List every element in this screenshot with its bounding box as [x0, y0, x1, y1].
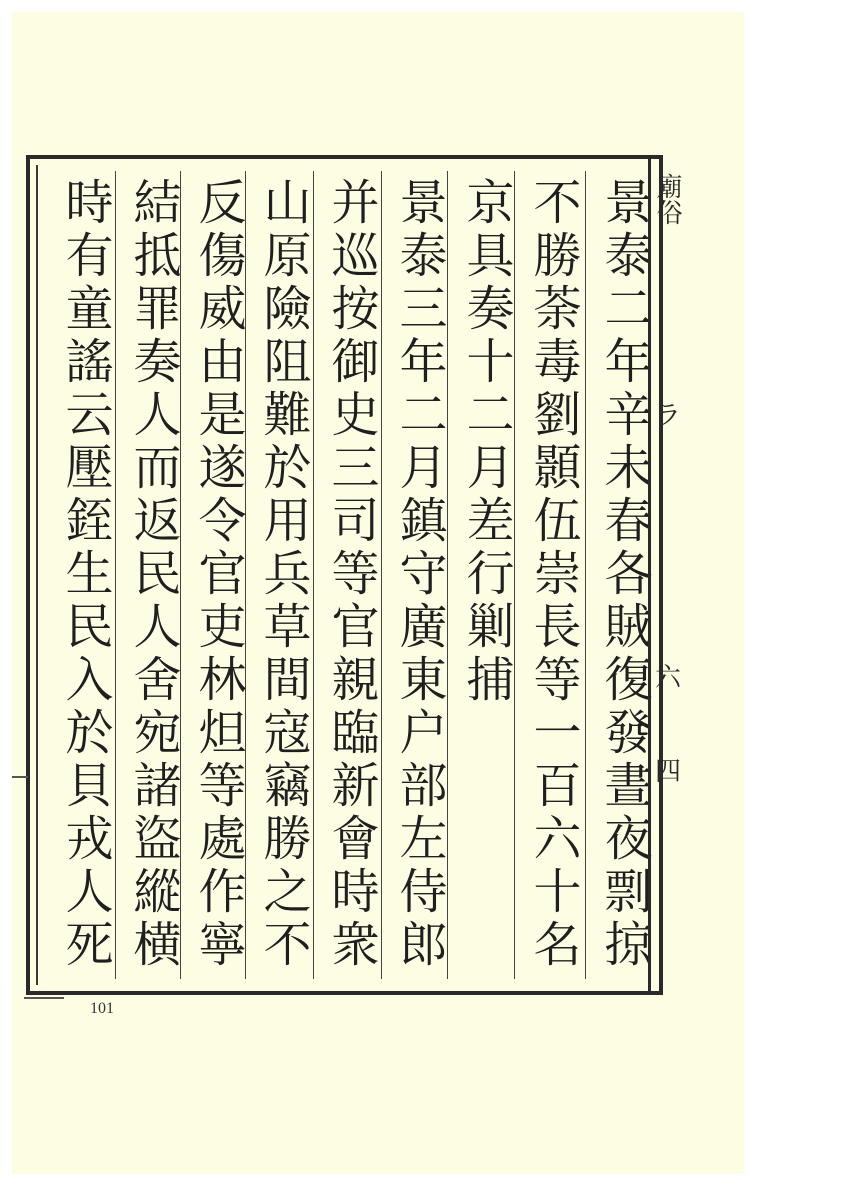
text-column-8: 結抵罪奏人而返民人舍宛諸盜縱横 [125, 177, 181, 972]
column-rule [115, 171, 116, 979]
text-column-6: 山原險阻難於用兵草間寇竊勝之不 [255, 177, 311, 972]
text-column-5: 并巡按御史三司等官親臨新會時衆 [323, 177, 379, 972]
column-rule [514, 171, 515, 979]
column-rule [585, 171, 586, 979]
scan-edge-mark [24, 997, 64, 999]
text-column-3: 京具奏十二月差行剿捕 [458, 177, 514, 707]
column-rule [180, 171, 181, 979]
text-column-1: 景泰二年辛未春各賊復發晝夜剽掠 [596, 177, 652, 972]
column-rule [381, 171, 382, 979]
text-column-7: 反傷威由是遂令官吏林炟等處作寧 [190, 177, 246, 972]
column-rule [313, 171, 314, 979]
column-rule [447, 171, 448, 979]
text-column-2: 不勝荼毒劉顥伍崇長等一百六十名 [525, 177, 581, 972]
margin-mark: 四 [655, 757, 682, 787]
scan-edge-mark [12, 776, 28, 778]
text-column-4: 景泰三年二月鎮守廣東户部左侍郎 [391, 177, 447, 972]
margin-mark: 六 [655, 663, 682, 693]
text-column-9: 時有童謠云壓銍生民入於貝戎人死 [57, 177, 113, 972]
page-number: 101 [90, 1000, 114, 1017]
column-rule [245, 171, 246, 979]
text-frame [26, 155, 682, 995]
fold-margin [648, 159, 682, 991]
margin-mark: ラ [655, 401, 682, 431]
scanned-page [12, 12, 744, 1174]
margin-title: 廟俗 [652, 173, 682, 225]
